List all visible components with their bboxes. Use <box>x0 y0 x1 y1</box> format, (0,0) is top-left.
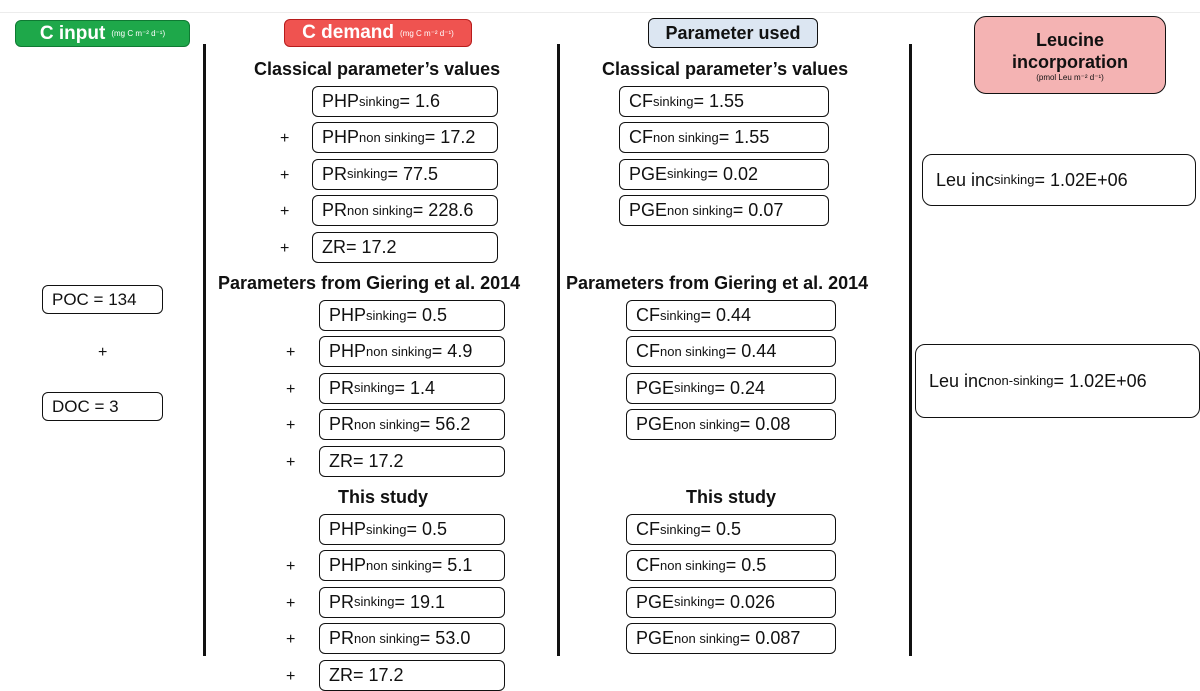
this-study-demand-2-box: PR sinking = 19.1 <box>319 587 505 618</box>
giering-demand-0-box: PHP sinking = 0.5 <box>319 300 505 331</box>
giering-param-1-label: CF <box>636 341 660 362</box>
giering-demand-3-label: PR <box>329 414 355 435</box>
classical-demand-3-value: = 228.6 <box>412 200 474 221</box>
giering-param-2-label: PGE <box>636 377 675 398</box>
giering-demand-0-label: PHP <box>329 305 367 325</box>
classical-demand-plus-4: + <box>280 239 290 257</box>
classical-demand-2-label: PR <box>322 163 348 184</box>
section-title-classical: Classical parameter’s values <box>254 59 501 79</box>
c-demand-title: C demand <box>302 22 395 43</box>
column-divider-3 <box>909 44 912 656</box>
classical-param-3-label: PGE <box>629 200 668 221</box>
giering-demand-4-label: ZR <box>329 450 353 471</box>
column-divider-2 <box>557 44 560 656</box>
giering-demand-1-box: PHP non sinking = 4.9 <box>319 336 505 367</box>
giering-param-2-value: = 0.24 <box>714 377 766 398</box>
this-study-demand-3-value: = 53.0 <box>419 628 471 649</box>
this-study-param-1-box: CF non sinking = 0.5 <box>626 550 836 581</box>
poc-box <box>42 285 163 314</box>
this-study-demand-4-label: ZR <box>329 664 353 685</box>
this-study-param-2-box: PGE sinking = 0.026 <box>626 587 836 618</box>
section-title-this-study: This study <box>338 487 429 507</box>
classical-demand-plus-1: + <box>280 130 290 148</box>
leu-inc-sinking-value: = 1.02E+06 <box>1034 169 1128 190</box>
classical-param-1-box: CF non sinking = 1.55 <box>619 122 829 153</box>
classical-demand-2-value: = 77.5 <box>387 163 439 184</box>
this-study-demand-0-box: PHP sinking = 0.5 <box>319 514 505 545</box>
classical-param-2-label: PGE <box>629 163 668 184</box>
classical-demand-1-label: PHP <box>322 127 360 148</box>
giering-demand-2-label: PR <box>329 377 355 398</box>
this-study-demand-1-box: PHP non sinking = 5.1 <box>319 550 505 581</box>
classical-demand-1-value: = 17.2 <box>424 127 476 148</box>
giering-demand-plus-4: + <box>286 453 296 471</box>
giering-demand-4-box <box>319 446 505 477</box>
this-study-param-0-box: CF sinking = 0.5 <box>626 514 836 545</box>
this-study-param-3-label: PGE <box>636 628 675 649</box>
top-divider <box>0 12 1200 13</box>
leu-inc-non-sinking-box: Leu inc non-sinking = 1.02E+06 <box>915 344 1200 418</box>
column-divider-1 <box>203 44 206 656</box>
giering-demand-3-box: PR non sinking = 56.2 <box>319 409 505 440</box>
classical-param-3-value: = 0.07 <box>732 200 784 221</box>
this-study-demand-plus-1: + <box>286 558 296 576</box>
leu-inc-non-sinking-value: = 1.02E+06 <box>1053 370 1147 391</box>
classical-param-1-label: CF <box>629 127 653 148</box>
this-study-param-2-label: PGE <box>636 591 675 612</box>
leu-inc-sinking-box: Leu inc sinking = 1.02E+06 <box>922 154 1196 206</box>
this-study-demand-1-value: = 5.1 <box>431 555 473 576</box>
this-study-demand-plus-3: + <box>286 631 296 649</box>
giering-param-2-box: PGE sinking = 0.24 <box>626 373 836 404</box>
this-study-demand-2-value: = 19.1 <box>394 591 446 612</box>
classical-param-0-box: CF sinking = 1.55 <box>619 86 829 117</box>
classical-param-0-value: = 1.55 <box>693 91 745 111</box>
leu-inc-non-sinking-label: Leu inc <box>929 370 988 391</box>
this-study-demand-0-value: = 0.5 <box>406 519 448 539</box>
this-study-param-0-value: = 0.5 <box>700 519 742 539</box>
this-study-demand-plus-2: + <box>286 594 296 612</box>
classical-demand-0-box: PHP sinking = 1.6 <box>312 86 498 117</box>
this-study-param-1-value: = 0.5 <box>725 555 767 576</box>
classical-demand-4-label: ZR <box>322 236 346 257</box>
this-study-demand-plus-4: + <box>286 667 296 685</box>
this-study-demand-4-value: = 17.2 <box>353 664 404 685</box>
classical-param-2-value: = 0.02 <box>707 163 759 184</box>
doc-text: DOC = 3 <box>52 396 119 416</box>
classical-param-2-box: PGE sinking = 0.02 <box>619 159 829 190</box>
section-title-this-study-params: This study <box>686 487 777 507</box>
section-title-giering: Parameters from Giering et al. 2014 <box>218 273 521 293</box>
this-study-param-1-label: CF <box>636 555 660 576</box>
giering-demand-1-value: = 4.9 <box>431 341 473 362</box>
classical-demand-4-value: = 17.2 <box>346 236 397 257</box>
giering-param-1-value: = 0.44 <box>725 341 777 362</box>
giering-demand-2-box: PR sinking = 1.4 <box>319 373 505 404</box>
leucine-title-line2: incorporation <box>1012 51 1128 72</box>
leucine-unit: (pmol Leu m⁻² d⁻¹) <box>1036 72 1104 82</box>
c-input-title: C input <box>39 22 106 44</box>
classical-demand-0-value: = 1.6 <box>399 91 441 111</box>
giering-demand-3-value: = 56.2 <box>419 414 471 435</box>
giering-param-0-value: = 0.44 <box>700 305 752 325</box>
classical-param-0-label: CF <box>629 91 653 111</box>
giering-param-3-label: PGE <box>636 414 675 435</box>
this-study-demand-3-box: PR non sinking = 53.0 <box>319 623 505 654</box>
giering-demand-4-value: = 17.2 <box>353 450 404 471</box>
giering-param-3-value: = 0.08 <box>739 414 791 435</box>
c-demand-header <box>284 19 472 47</box>
giering-demand-2-value: = 1.4 <box>394 377 436 398</box>
classical-param-1-value: = 1.55 <box>718 127 770 148</box>
this-study-param-0-label: CF <box>636 519 660 539</box>
giering-demand-plus-3: + <box>286 417 296 435</box>
leucine-title-line1: Leucine <box>1035 29 1105 50</box>
classical-demand-1-box: PHP non sinking = 17.2 <box>312 122 498 153</box>
classical-demand-plus-2: + <box>280 166 290 184</box>
parameter-used-header <box>648 18 818 48</box>
poc-text: POC = 134 <box>52 289 137 309</box>
parameter-used-title: Parameter used <box>665 22 801 43</box>
this-study-demand-0-label: PHP <box>329 519 367 539</box>
classical-param-3-box: PGE non sinking = 0.07 <box>619 195 829 226</box>
leucine-header <box>974 16 1166 94</box>
classical-demand-plus-3: + <box>280 203 290 221</box>
section-title-classical-params: Classical parameter’s values <box>602 59 849 79</box>
classical-demand-3-box: PR non sinking = 228.6 <box>312 195 498 226</box>
this-study-param-3-value: = 0.087 <box>739 628 801 649</box>
c-demand-unit: (mg C m⁻² d⁻¹) <box>400 28 454 38</box>
c-input-unit: (mg C m⁻² d⁻¹) <box>111 29 166 38</box>
c-input-plus: + <box>98 344 108 361</box>
classical-demand-2-box: PR sinking = 77.5 <box>312 159 498 190</box>
giering-demand-plus-1: + <box>286 344 296 362</box>
classical-demand-0-label: PHP <box>322 91 360 111</box>
giering-param-0-box: CF sinking = 0.44 <box>626 300 836 331</box>
classical-demand-3-label: PR <box>322 200 348 221</box>
giering-param-3-box: PGE non sinking = 0.08 <box>626 409 836 440</box>
giering-param-0-label: CF <box>636 305 660 325</box>
this-study-param-2-value: = 0.026 <box>714 591 776 612</box>
this-study-demand-2-label: PR <box>329 591 355 612</box>
this-study-demand-3-label: PR <box>329 628 355 649</box>
giering-param-1-box: CF non sinking = 0.44 <box>626 336 836 367</box>
this-study-param-3-box: PGE non sinking = 0.087 <box>626 623 836 654</box>
giering-demand-plus-2: + <box>286 380 296 398</box>
classical-demand-4-box <box>312 232 498 263</box>
giering-demand-1-label: PHP <box>329 341 367 362</box>
doc-box <box>42 392 163 421</box>
section-title-giering-params: Parameters from Giering et al. 2014 <box>566 273 869 293</box>
c-input-header <box>15 20 190 47</box>
giering-demand-0-value: = 0.5 <box>406 305 448 325</box>
this-study-demand-1-label: PHP <box>329 555 367 576</box>
leu-inc-sinking-label: Leu inc <box>936 169 995 190</box>
